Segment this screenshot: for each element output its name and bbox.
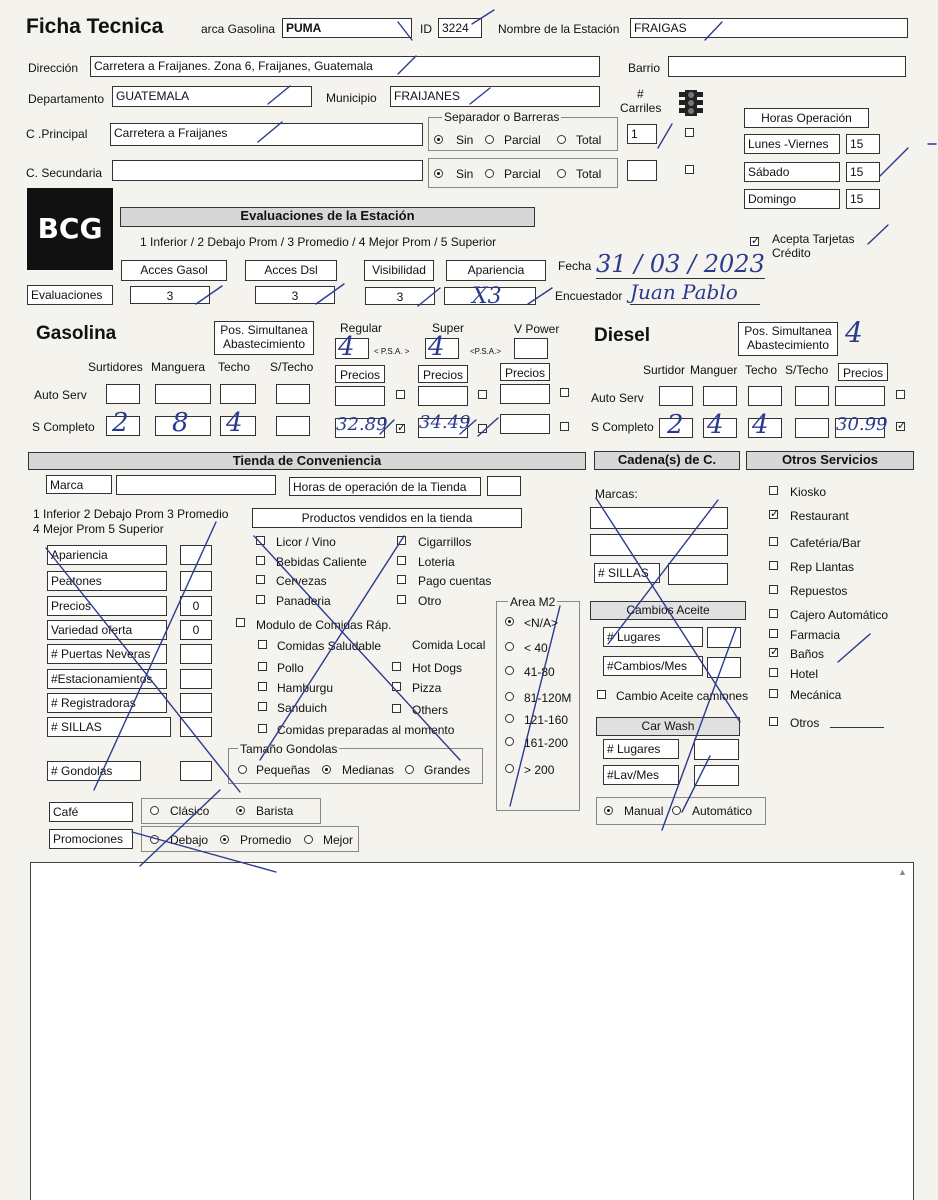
area-radio[interactable]: [505, 737, 514, 746]
promo-promedio-label: Promedio: [240, 833, 292, 847]
diesel-sc-techo-hand: 4: [752, 410, 769, 440]
gas-auto-serv-label: Auto Serv: [34, 388, 87, 402]
service-label: Mecánica: [790, 688, 842, 702]
productos-title: Productos vendidos en la tienda: [252, 508, 522, 528]
product-check[interactable]: [256, 556, 265, 565]
cafe-barista-radio[interactable]: [236, 806, 245, 815]
hours-label-sunday: Domingo: [744, 189, 840, 209]
bcg-logo: BCG: [27, 188, 113, 270]
gas-as-check-1[interactable]: [396, 390, 405, 399]
diesel-s-completo-label: S Completo: [591, 420, 654, 434]
cadena-marca-field-1[interactable]: [590, 507, 728, 529]
comida-label: Hamburgu: [277, 681, 334, 695]
service-check[interactable]: [769, 561, 778, 570]
diesel-precios-header: Precios: [838, 363, 888, 381]
cadena-bar: Cadena(s) de C.: [594, 451, 740, 470]
sep-parcial-radio-secundaria[interactable]: [485, 169, 494, 178]
gas-as-techo[interactable]: [220, 384, 256, 404]
product-check[interactable]: [256, 575, 265, 584]
barrio-label: Barrio: [628, 61, 661, 75]
diesel-col-techo: Techo: [745, 363, 778, 377]
rating-label: # Registradoras: [47, 693, 167, 713]
promo-promedio-radio[interactable]: [220, 835, 229, 844]
gondola-pequenas-label: Pequeñas: [256, 763, 311, 777]
area-option-label: 121-160: [524, 713, 569, 727]
sep-parcial-label-2: Parcial: [504, 167, 541, 181]
service-check[interactable]: [769, 629, 778, 638]
cprincipal-field[interactable]: Carretera a Fraijanes: [110, 123, 423, 146]
comida-check[interactable]: [258, 682, 267, 691]
carriles-hash: #: [637, 87, 644, 101]
service-label: Repuestos: [790, 584, 848, 598]
rating-label: Apariencia: [47, 545, 167, 565]
gas-as-stecho[interactable]: [276, 384, 310, 404]
tienda-horas-field[interactable]: [487, 476, 521, 496]
regular-label: Regular: [340, 321, 383, 335]
gas-price-super-hand: 34.49: [419, 412, 471, 433]
area-option-label: 41-80: [524, 665, 555, 679]
diesel-as-check[interactable]: [896, 390, 905, 399]
rating-field[interactable]: 0: [180, 596, 212, 616]
service-check[interactable]: [769, 717, 778, 726]
acces-dsl-header: Acces Dsl: [245, 260, 337, 281]
gas-s-completo-label: S Completo: [32, 420, 95, 434]
diesel-sc-stecho[interactable]: [795, 418, 829, 438]
gas-sc-surtidores-hand: 2: [112, 408, 129, 438]
diesel-as-manguer[interactable]: [703, 386, 737, 406]
regular-psa-hand: 4: [338, 332, 355, 362]
carwash-lav-label: #Lav/Mes: [603, 765, 679, 785]
encuestador-handwritten[interactable]: Juan Pablo: [630, 280, 760, 305]
sep-parcial-radio-principal[interactable]: [485, 135, 494, 144]
gas-col-stecho: S/Techo: [270, 360, 314, 374]
product-label: Bebidas Caliente: [276, 555, 367, 569]
gas-col-surtidores: Surtidores: [88, 360, 143, 374]
carriles-field[interactable]: 1: [627, 124, 657, 144]
product-check[interactable]: [256, 536, 265, 545]
carriles-check-2[interactable]: [685, 165, 694, 174]
fecha-handwritten[interactable]: 31 / 03 / 2023: [596, 250, 765, 278]
service-label: Rep Llantas: [790, 560, 855, 574]
sep-total-label: Total: [576, 133, 602, 147]
area-radio[interactable]: [505, 714, 514, 723]
tienda-marca-field[interactable]: [116, 475, 276, 495]
diesel-as-surtidor[interactable]: [659, 386, 693, 406]
gasolina-title: Gasolina: [36, 323, 117, 344]
cafe-barista-label: Barista: [256, 804, 294, 818]
diesel-as-stecho[interactable]: [795, 386, 829, 406]
evaluaciones-bar: Evaluaciones de la Estación: [120, 207, 535, 227]
product-check[interactable]: [397, 575, 406, 584]
service-label: Farmacia: [790, 628, 841, 642]
separador-label: Separador o Barreras: [444, 110, 560, 124]
promociones-label: Promociones: [49, 829, 133, 849]
product-label: Loteria: [418, 555, 455, 569]
acepta-tarjetas-check[interactable]: [750, 237, 759, 246]
tienda-scale-2: 4 Mejor Prom 5 Superior: [33, 522, 164, 536]
gas-as-check-3[interactable]: [560, 388, 569, 397]
modulo-comidas-check[interactable]: [236, 618, 245, 627]
id-field[interactable]: 3224: [438, 18, 482, 38]
cambios-mes-field[interactable]: [707, 657, 741, 678]
product-label: Cervezas: [276, 574, 327, 588]
area-option-label: <N/A>: [524, 616, 559, 630]
vpower-psa-field[interactable]: [514, 338, 548, 359]
rating-field[interactable]: [180, 545, 212, 565]
fecha-label: Fecha: [558, 259, 592, 273]
area-m2-title: Area M2: [510, 595, 556, 609]
gas-as-manguera[interactable]: [155, 384, 211, 404]
sep-total-radio-secundaria[interactable]: [557, 169, 566, 178]
cambios-aceite-bar: Cambios Aceite: [590, 601, 746, 620]
id-label: ID: [420, 22, 432, 36]
rating-field[interactable]: [180, 761, 212, 781]
sep-total-radio-principal[interactable]: [557, 135, 566, 144]
diesel-col-manguer: Manguer: [690, 363, 738, 377]
cafe-label: Café: [49, 802, 133, 822]
rating-label: #Estacionamientos: [47, 669, 167, 689]
service-check[interactable]: [769, 510, 778, 519]
carriles-label: Carriles: [620, 101, 662, 115]
diesel-pos-simultanea: Pos. Simultanea Abastecimiento: [738, 322, 838, 356]
service-label: Kiosko: [790, 485, 827, 499]
area-radio[interactable]: [505, 617, 514, 626]
product-label: Pago cuentas: [418, 574, 492, 588]
carriles-field-2[interactable]: [627, 160, 657, 181]
evaluaciones-scale: 1 Inferior / 2 Debajo Prom / 3 Promedio / 4 Mejor Prom / 5 Superior: [140, 235, 497, 249]
gas-sc-check-2[interactable]: [478, 424, 487, 433]
product-check[interactable]: [397, 536, 406, 545]
area-m2-group: [496, 601, 580, 811]
area-option-label: < 40: [524, 641, 548, 655]
cambios-lugares-field[interactable]: [707, 627, 741, 648]
cadena-marcas-label: Marcas:: [595, 487, 638, 501]
comida-local-label: Comida Local: [412, 638, 486, 652]
gas-as-precio-regular[interactable]: [335, 386, 385, 406]
gondola-grandes-radio[interactable]: [405, 765, 414, 774]
service-label: Otros: [790, 716, 820, 730]
departamento-field[interactable]: GUATEMALA: [112, 86, 312, 107]
tienda-marca-label: Marca: [46, 475, 112, 494]
marca-gasolina-field[interactable]: PUMA: [282, 18, 412, 38]
comida-label: Hot Dogs: [412, 661, 463, 675]
visibilidad-field[interactable]: 3: [365, 287, 435, 305]
gondola-medianas-label: Medianas: [342, 763, 395, 777]
service-label: Cajero Automático: [790, 608, 889, 622]
service-label: Hotel: [790, 667, 819, 681]
product-check[interactable]: [397, 556, 406, 565]
carriles-check[interactable]: [685, 128, 694, 137]
super-psa-hand: 4: [428, 332, 445, 362]
carwash-lav-field[interactable]: [694, 765, 739, 786]
rating-field[interactable]: [180, 669, 212, 689]
area-option-label: > 200: [524, 763, 555, 777]
diesel-auto-serv-label: Auto Serv: [591, 391, 644, 405]
product-label: Otro: [418, 594, 442, 608]
notes-textarea[interactable]: [30, 862, 914, 1200]
gas-price-regular-hand: 32.89: [336, 414, 388, 435]
vpower-label: V Power: [514, 322, 560, 336]
service-check[interactable]: [769, 689, 778, 698]
comida-check[interactable]: [258, 724, 267, 733]
comida-label: Others: [412, 703, 449, 717]
acces-gasol-field[interactable]: 3: [130, 286, 210, 304]
horas-operacion-title: Horas Operación: [744, 108, 869, 128]
scroll-up-icon[interactable]: ▲: [898, 867, 907, 877]
psa-label-1: < P.S.A. >: [374, 347, 410, 356]
hours-field-saturday[interactable]: 15: [846, 162, 880, 182]
gas-as-check-2[interactable]: [478, 390, 487, 399]
rating-label: Peatones: [47, 571, 167, 591]
diesel-sc-manguer-hand: 4: [707, 410, 724, 440]
direccion-label: Dirección: [28, 61, 79, 75]
comida-label: Sanduich: [277, 701, 328, 715]
cambio-camiones-check[interactable]: [597, 690, 606, 699]
rating-label: Variedad oferta: [47, 620, 167, 640]
apariencia-header: Apariencia: [446, 260, 546, 281]
sep-sin-radio-principal[interactable]: [434, 135, 443, 144]
gas-col-manguera: Manguera: [151, 360, 206, 374]
area-radio[interactable]: [505, 764, 514, 773]
cafe-clasico-radio[interactable]: [150, 806, 159, 815]
gas-sc-stecho[interactable]: [276, 416, 310, 436]
cprincipal-label: C .Principal: [26, 127, 88, 141]
carwash-manual-radio[interactable]: [604, 806, 613, 815]
hours-label-saturday: Sábado: [744, 162, 840, 182]
gas-precios-2: Precios: [418, 365, 468, 383]
gas-precios-3: Precios: [500, 363, 550, 381]
gas-sc-manguera-hand: 8: [172, 408, 189, 438]
gondola-medianas-radio[interactable]: [322, 765, 331, 774]
gas-as-precio-super[interactable]: [418, 386, 468, 406]
comida-check[interactable]: [258, 702, 267, 711]
carwash-auto-radio[interactable]: [672, 806, 681, 815]
gas-sc-techo-hand: 4: [226, 408, 243, 438]
cambios-lugares-label: # Lugares: [603, 627, 703, 647]
gondola-pequenas-radio[interactable]: [238, 765, 247, 774]
sep-sin-label-2: Sin: [456, 167, 474, 181]
gas-as-surtidores[interactable]: [106, 384, 140, 404]
gas-as-precio-vpower[interactable]: [500, 384, 550, 404]
rating-field[interactable]: [180, 693, 212, 713]
product-label: Licor / Vino: [276, 535, 336, 549]
comida-label: Comidas Saludable: [277, 639, 382, 653]
apariencia-handwritten: X3: [472, 284, 502, 309]
rating-label: # SILLAS: [47, 717, 171, 737]
area-option-label: 161-200: [524, 736, 569, 750]
hours-label-weekday: Lunes -Viernes: [744, 134, 840, 154]
acces-gasol-header: Acces Gasol: [121, 260, 227, 281]
otros-servicios-bar: Otros Servicios: [746, 451, 914, 470]
super-label: Super: [432, 321, 465, 335]
rating-field[interactable]: [180, 571, 212, 591]
hours-field-weekday[interactable]: 15: [846, 134, 880, 154]
promo-debajo-radio[interactable]: [150, 835, 159, 844]
area-radio[interactable]: [505, 642, 514, 651]
cambios-mes-label: #Cambios/Mes: [603, 656, 703, 676]
gas-precios-1: Precios: [335, 365, 385, 383]
carwash-lugares-label: # Lugares: [603, 739, 679, 759]
cafe-group: [141, 798, 321, 824]
tamano-gondolas-title: Tamaño Gondolas: [240, 742, 338, 756]
cadena-sillas-label: # SILLAS: [594, 563, 660, 583]
gas-sc-precio-vpower[interactable]: [500, 414, 550, 434]
cadena-marca-field-2[interactable]: [590, 534, 728, 556]
psa-label-2: <P.S.A.>: [470, 347, 501, 356]
diesel-sc-surtidor-hand: 2: [667, 410, 684, 440]
service-label: Baños: [790, 647, 825, 661]
visibilidad-header: Visibilidad: [364, 260, 434, 281]
service-check[interactable]: [769, 585, 778, 594]
diesel-pos-hand: 4: [845, 316, 863, 349]
rating-field[interactable]: [180, 717, 212, 737]
area-option-label: 81-120M: [524, 691, 572, 705]
gas-pos-simultanea: Pos. Simultanea Abastecimiento: [214, 321, 314, 355]
product-label: Cigarrillos: [418, 535, 472, 549]
area-radio[interactable]: [505, 692, 514, 701]
barrio-field[interactable]: [668, 56, 906, 77]
nombre-estacion-field[interactable]: FRAIGAS: [630, 18, 908, 38]
gas-sc-check-1[interactable]: [396, 424, 405, 433]
carwash-lugares-field[interactable]: [694, 739, 739, 760]
rating-label: # Gondolas: [47, 761, 141, 781]
diesel-as-techo[interactable]: [748, 386, 782, 406]
rating-field[interactable]: 0: [180, 620, 212, 640]
service-label: Restaurant: [790, 509, 849, 523]
diesel-col-stecho: S/Techo: [785, 363, 829, 377]
csecundaria-label: C. Secundaria: [26, 166, 103, 180]
sep-sin-radio-secundaria[interactable]: [434, 169, 443, 178]
car-wash-bar: Car Wash: [596, 717, 740, 736]
sep-parcial-label: Parcial: [504, 133, 541, 147]
service-check[interactable]: [769, 668, 778, 677]
area-radio[interactable]: [505, 666, 514, 675]
municipio-field[interactable]: FRAIJANES: [390, 86, 600, 107]
service-check[interactable]: [769, 648, 778, 657]
service-label: Cafetéria/Bar: [790, 536, 861, 550]
product-check[interactable]: [256, 595, 265, 604]
carwash-manual-label: Manual: [624, 804, 664, 818]
direccion-field[interactable]: Carretera a Fraijanes. Zona 6, Fraijanes, Guatemala: [90, 56, 600, 77]
tienda-scale-1: 1 Inferior 2 Debajo Prom 3 Promedio: [33, 507, 229, 521]
cadena-sillas-field[interactable]: [668, 563, 728, 585]
promo-mejor-label: Mejor: [323, 833, 354, 847]
gas-sc-check-3[interactable]: [560, 422, 569, 431]
comida-check[interactable]: [258, 640, 267, 649]
csecundaria-field[interactable]: [112, 160, 423, 181]
sep-sin-label: Sin: [456, 133, 474, 147]
comida-label: Comidas preparadas al momento: [277, 723, 455, 737]
diesel-sc-check[interactable]: [896, 422, 905, 431]
product-label: Panaderia: [276, 594, 331, 608]
comida-check[interactable]: [392, 704, 401, 713]
rating-label: Precios: [47, 596, 167, 616]
service-check[interactable]: [769, 537, 778, 546]
promo-mejor-radio[interactable]: [304, 835, 313, 844]
gondola-grandes-label: Grandes: [424, 763, 471, 777]
carwash-auto-label: Automático: [692, 804, 753, 818]
comida-check[interactable]: [392, 682, 401, 691]
departamento-label: Departamento: [28, 92, 105, 106]
traffic-light-icon: [678, 88, 704, 118]
diesel-col-surtidor: Surtidor: [643, 363, 686, 377]
diesel-title: Diesel: [594, 325, 650, 346]
modulo-comidas-label: Modulo de Comidas Ráp.: [256, 618, 392, 632]
cafe-clasico-label: Clásico: [170, 804, 210, 818]
nombre-estacion-label: Nombre de la Estación: [498, 22, 620, 36]
acces-dsl-field[interactable]: 3: [255, 286, 335, 304]
acepta-tarjetas-label: Acepta Tarjetas Crédito: [772, 232, 855, 261]
comida-check[interactable]: [258, 662, 267, 671]
tienda-horas-label: Horas de operación de la Tienda: [289, 477, 481, 496]
municipio-label: Municipio: [326, 91, 377, 105]
comida-label: Pollo: [277, 661, 304, 675]
promo-debajo-label: Debajo: [170, 833, 209, 847]
page-title: Ficha Tecnica: [26, 15, 164, 38]
sep-total-label-2: Total: [576, 167, 602, 181]
rating-label: # Puertas Neveras: [47, 644, 167, 664]
diesel-as-precio[interactable]: [835, 386, 885, 406]
service-check[interactable]: [769, 486, 778, 495]
cambio-camiones-label: Cambio Aceite camiones: [616, 689, 749, 703]
service-check[interactable]: [769, 609, 778, 618]
encuestador-label: Encuestador: [555, 289, 623, 303]
marca-gasolina-label: arca Gasolina: [201, 22, 276, 36]
hours-field-sunday[interactable]: 15: [846, 189, 880, 209]
tienda-bar: Tienda de Conveniencia: [28, 452, 586, 470]
rating-field[interactable]: [180, 644, 212, 664]
gas-col-techo: Techo: [218, 360, 251, 374]
product-check[interactable]: [397, 595, 406, 604]
evaluaciones-row-label: Evaluaciones: [27, 285, 113, 305]
comida-check[interactable]: [392, 662, 401, 671]
diesel-price-hand: 30.99: [836, 414, 888, 435]
comida-label: Pizza: [412, 681, 442, 695]
otros-line[interactable]: [830, 727, 884, 728]
